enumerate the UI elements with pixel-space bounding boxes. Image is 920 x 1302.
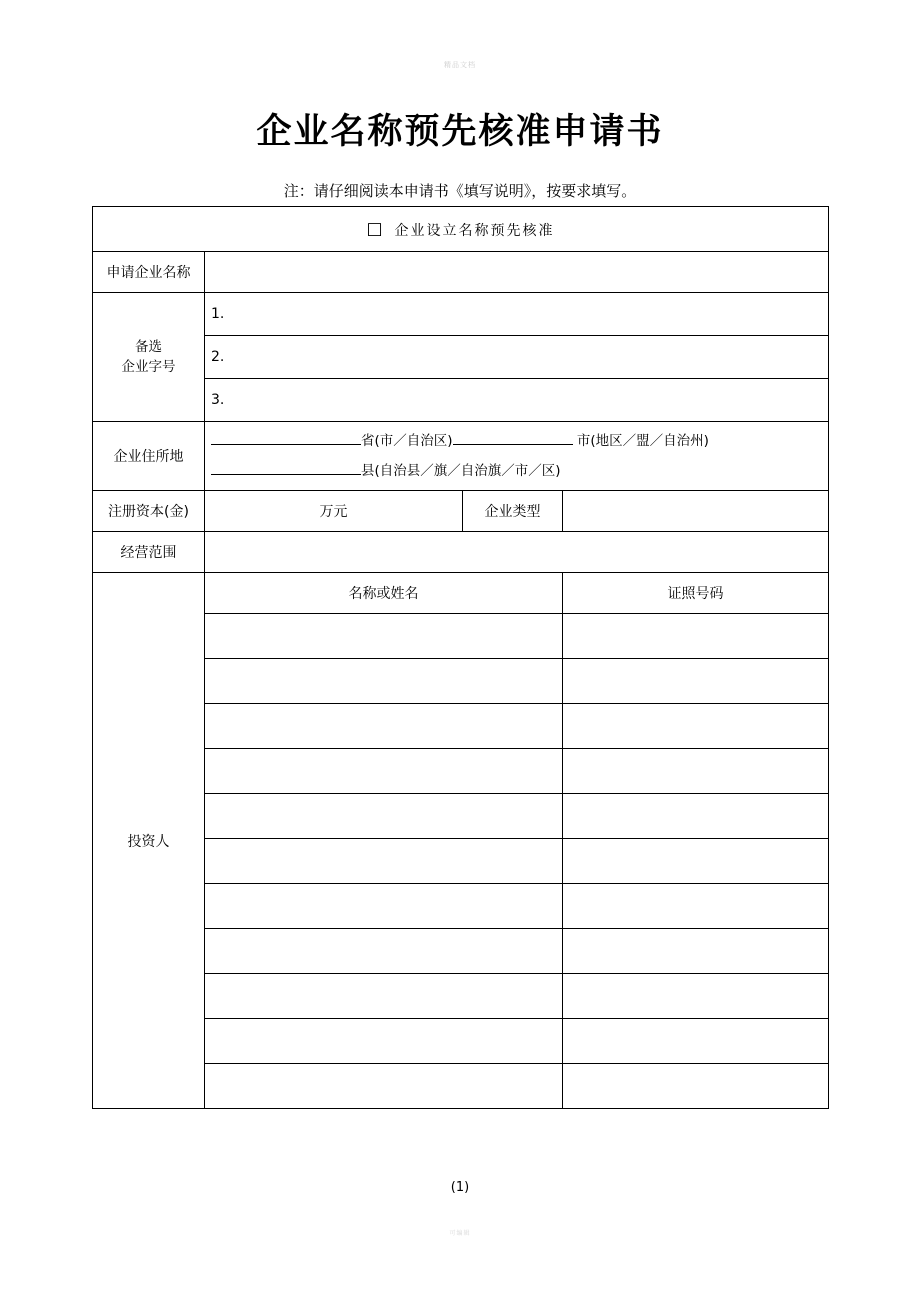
investor-license-input[interactable] bbox=[563, 794, 829, 839]
page-title: 企业名称预先核准申请书 bbox=[256, 112, 664, 152]
address-city-label: 市(地区／盟／自治州) bbox=[576, 433, 709, 449]
form-header-row bbox=[93, 207, 829, 252]
investor-license-input[interactable] bbox=[563, 929, 829, 974]
address-line-1 bbox=[211, 426, 822, 456]
enterprise-type-input[interactable] bbox=[563, 491, 829, 532]
alternative-name-row-1 bbox=[93, 293, 829, 336]
applicant-name-input[interactable] bbox=[205, 252, 829, 293]
business-scope-label: 经营范围 bbox=[93, 532, 205, 573]
investor-name-input[interactable] bbox=[205, 884, 563, 929]
investor-column-header-name: 名称或姓名 bbox=[205, 573, 563, 614]
alternative-marker-1: 1. bbox=[211, 306, 225, 322]
address-county-blank[interactable] bbox=[211, 460, 361, 475]
address-county-label: 县(自治县／旗／自治旗／市／区) bbox=[361, 463, 561, 479]
alternatives-label-line1: 备选 bbox=[135, 339, 162, 355]
investor-name-input[interactable] bbox=[205, 839, 563, 884]
investor-license-input[interactable] bbox=[563, 659, 829, 704]
investor-column-header-license: 证照号码 bbox=[563, 573, 829, 614]
alternative-marker-2: 2. bbox=[211, 349, 225, 365]
capital-unit: 万元 bbox=[319, 504, 348, 520]
investor-license-input[interactable] bbox=[563, 704, 829, 749]
address-row bbox=[93, 422, 829, 491]
address-province-label: 省(市／自治区) bbox=[361, 433, 453, 449]
instruction-note: 注：请仔细阅读本申请书《填写说明》，按要求填写。 bbox=[283, 182, 637, 200]
investor-name-input[interactable] bbox=[205, 1019, 563, 1064]
alternatives-label-line2: 企业字号 bbox=[121, 359, 176, 375]
business-scope-input[interactable] bbox=[205, 532, 829, 573]
watermark-bottom: 可编辑 bbox=[449, 1231, 471, 1237]
page-number: (1) bbox=[450, 1180, 470, 1195]
investor-license-input[interactable] bbox=[563, 749, 829, 794]
investor-name-input[interactable] bbox=[205, 749, 563, 794]
capital-row bbox=[93, 491, 829, 532]
investor-name-input[interactable] bbox=[205, 974, 563, 1019]
investor-name-input[interactable] bbox=[205, 794, 563, 839]
investor-name-input[interactable] bbox=[205, 929, 563, 974]
investor-license-input[interactable] bbox=[563, 884, 829, 929]
application-form bbox=[92, 206, 829, 1109]
address-province-blank[interactable] bbox=[211, 430, 361, 445]
applicant-name-label: 申请企业名称 bbox=[93, 252, 205, 293]
investor-name-input[interactable] bbox=[205, 704, 563, 749]
checkbox-icon[interactable]: □ bbox=[366, 218, 385, 239]
investor-name-input[interactable] bbox=[205, 614, 563, 659]
investor-name-input[interactable] bbox=[205, 1064, 563, 1109]
investor-label: 投资人 bbox=[93, 573, 205, 1109]
capital-input[interactable] bbox=[205, 491, 463, 532]
watermark-top: 精品文档 bbox=[444, 61, 476, 69]
investor-license-input[interactable] bbox=[563, 1019, 829, 1064]
alternatives-label bbox=[93, 293, 205, 422]
form-header-label: 企业设立名称预先核准 bbox=[394, 222, 555, 239]
address-input-group[interactable] bbox=[205, 422, 829, 491]
business-scope-row bbox=[93, 532, 829, 573]
address-line-2 bbox=[211, 456, 822, 486]
applicant-name-row bbox=[93, 252, 829, 293]
alternative-name-input-3[interactable] bbox=[205, 379, 829, 422]
enterprise-type-label: 企业类型 bbox=[463, 491, 563, 532]
investor-header-row bbox=[93, 573, 829, 614]
investor-license-input[interactable] bbox=[563, 1064, 829, 1109]
address-city-blank[interactable] bbox=[453, 430, 573, 445]
address-label: 企业住所地 bbox=[93, 422, 205, 491]
investor-license-input[interactable] bbox=[563, 614, 829, 659]
alternative-marker-3: 3. bbox=[211, 392, 225, 408]
form-header-cell bbox=[93, 207, 829, 252]
capital-label: 注册资本(金) bbox=[93, 491, 205, 532]
investor-license-input[interactable] bbox=[563, 974, 829, 1019]
investor-license-input[interactable] bbox=[563, 839, 829, 884]
investor-name-input[interactable] bbox=[205, 659, 563, 704]
alternative-name-input-1[interactable] bbox=[205, 293, 829, 336]
alternative-name-input-2[interactable] bbox=[205, 336, 829, 379]
